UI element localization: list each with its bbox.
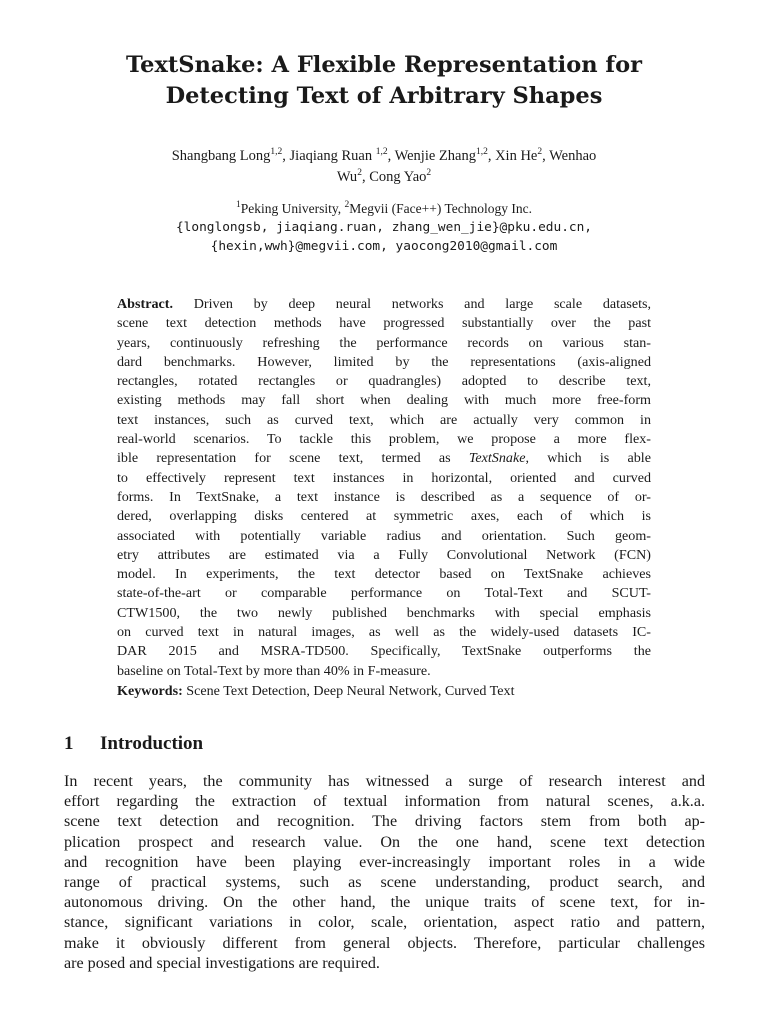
body-line: stance, significant variations in color, scale, orientation, aspect ratio and pattern,: [64, 914, 705, 932]
abstract-label: Abstract.: [117, 296, 173, 312]
abstract-line: etry attributes are estimated via a Fully Convolutional Network (FCN): [117, 546, 651, 563]
title-line-2: Detecting Text of Arbitrary Shapes: [165, 83, 603, 109]
author-line-1: [0, 146, 768, 167]
author-name: , Wenhao: [542, 148, 597, 164]
abstract-line: on curved text in natural images, as well as the widely-used datasets IC-: [117, 624, 651, 641]
body-line: are posed and special investigations are required.: [64, 954, 380, 972]
body-line: range of practical systems, such as scene understanding, product search, and: [64, 874, 705, 892]
abstract-line: dered, overlapping disks centered at symmetric axes, each of which is: [117, 508, 651, 525]
abstract-line: rectangles, rotated rectangles or quadrangles) adopted to describe text,: [117, 373, 651, 390]
keywords-label: Keywords:: [117, 683, 183, 699]
abstract-line: model. In experiments, the text detector based on TextSnake achieves: [117, 566, 651, 583]
abstract-line: [117, 295, 651, 314]
email-line-1: {longlongsb, jiaqiang.ruan, zhang_wen_jie}@pku.edu.cn,: [175, 220, 593, 235]
abstract-text: , which is able: [525, 450, 651, 467]
abstract-line: CTW1500, the two newly published benchmarks with special emphasis: [117, 604, 651, 621]
author-affil-mark: 2: [357, 168, 362, 178]
section-title: Introduction: [100, 733, 204, 754]
method-name: TextSnake: [468, 450, 526, 467]
body-line: autonomous driving. On the other hand, the unique traits of scene text, for in-: [64, 894, 705, 912]
institution-name: Megvii (Face++) Technology Inc.: [349, 201, 532, 216]
author-affil-mark: 2: [426, 168, 432, 178]
abstract-text: ible representation for scene text, termed as: [117, 450, 469, 467]
author-affil-mark: 1,2: [475, 147, 488, 157]
introduction-paragraph: [64, 772, 705, 974]
institution-mark: 1: [236, 200, 241, 210]
affiliations: [0, 199, 768, 256]
body-line: scene text detection and recognition. The driving factors stem from both ap-: [64, 813, 705, 831]
institution-name: Peking University,: [240, 201, 345, 216]
title-line-1: TextSnake: A Flexible Representation for: [126, 52, 642, 78]
author-line-2: [0, 167, 768, 188]
abstract-line: state-of-the-art or comparable performance on Total-Text and SCUT-: [117, 585, 651, 602]
body-line: In recent years, the community has witnessed a surge of research interest and: [64, 773, 705, 790]
section-number: 1: [64, 733, 74, 754]
author-name: , Xin He: [487, 148, 538, 164]
body-line: and recognition have been playing ever-increasingly important roles in a wide: [64, 853, 705, 871]
institution-line: [0, 199, 768, 218]
abstract-line: [117, 449, 651, 468]
author-affil-mark: 1,2: [375, 147, 388, 157]
abstract-line: DAR 2015 and MSRA-TD500. Specifically, TextSnake outperforms the: [117, 643, 651, 660]
abstract-line: to effectively represent text instances in horizontal, oriented and curved: [117, 469, 651, 486]
body-line: make it obviously different from general objects. Therefore, particular challenges: [64, 934, 705, 952]
abstract: [117, 295, 651, 681]
abstract-line: real-world scenarios. To tackle this problem, we propose a more flex-: [117, 431, 651, 448]
author-name: , Wenjie Zhang: [387, 148, 476, 164]
institution-mark: 2: [344, 200, 350, 210]
section-heading: [64, 732, 203, 756]
author-name: , Cong Yao: [361, 169, 427, 185]
keywords-text: Scene Text Detection, Deep Neural Network, Curved Text: [182, 683, 515, 699]
abstract-line: baseline on Total-Text by more than 40% in F-measure.: [117, 662, 431, 679]
paper-title: [0, 50, 768, 112]
abstract-line: dard benchmarks. However, limited by the representations (axis-aligned: [117, 353, 651, 370]
author-list: [0, 146, 768, 188]
keywords: [117, 682, 651, 701]
email-line-2: {hexin,wwh}@megvii.com, yaocong2010@gmail.com: [210, 239, 558, 254]
body-line: effort regarding the extraction of textual information from natural scenes, a.k.a.: [64, 793, 705, 811]
abstract-line: scene text detection methods have progressed substantially over the past: [117, 315, 651, 332]
abstract-line: existing methods may fall short when dealing with much more free-form: [117, 392, 651, 409]
author-name: , Jiaqiang Ruan: [282, 148, 376, 164]
abstract-line: text instances, such as curved text, which are actually very common in: [117, 411, 651, 428]
abstract-text: Driven by deep neural networks and large scale datasets,: [172, 296, 651, 312]
author-name: Shangbang Long: [171, 148, 271, 164]
abstract-line: years, continuously refreshing the performance records on various stan-: [117, 334, 651, 351]
author-affil-mark: 1,2: [270, 147, 283, 157]
author-name: Wu: [336, 169, 358, 185]
body-line: plication prospect and research value. On the one hand, scene text detection: [64, 833, 705, 851]
author-affil-mark: 2: [537, 147, 543, 157]
abstract-line: associated with potentially variable radius and orientation. Such geom-: [117, 527, 651, 544]
abstract-line: forms. In TextSnake, a text instance is described as a sequence of or-: [117, 488, 651, 505]
